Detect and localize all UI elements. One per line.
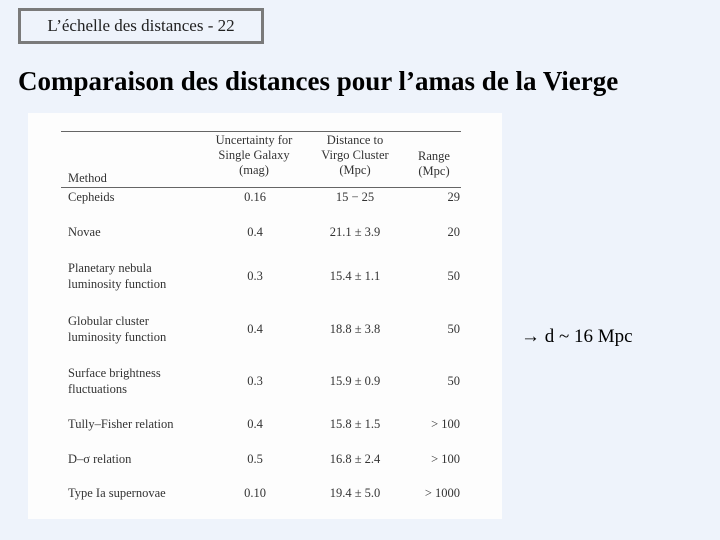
cell-range: > 100 [431, 417, 460, 431]
cell-method: Globular cluster luminosity function [68, 314, 167, 344]
header-range: Range (Mpc) [418, 149, 450, 178]
cell-method: Planetary nebula luminosity function [68, 261, 167, 291]
header-uncertainty: Uncertainty for Single Galaxy (mag) [215, 133, 293, 177]
cell-method: Type Ia supernovae [68, 486, 166, 500]
cell-range: 50 [447, 269, 460, 283]
cell-uncertainty: 0.3 [247, 374, 263, 388]
cell-range: > 100 [431, 452, 460, 466]
cell-range: 29 [447, 190, 460, 204]
cell-method: Surface brightness fluctuations [68, 366, 161, 396]
distance-table [28, 113, 502, 519]
cell-distance: 15 − 25 [335, 190, 375, 204]
cell-distance: 15.4 ± 1.1 [329, 269, 381, 283]
cell-method: D–σ relation [68, 452, 132, 466]
cell-method: Novae [68, 225, 101, 239]
slide-label: L’échelle des distances - 22 [47, 16, 235, 35]
cell-uncertainty: 0.4 [247, 417, 263, 431]
cell-method: Tully–Fisher relation [68, 417, 174, 431]
cell-uncertainty: 0.10 [244, 486, 266, 500]
cell-distance: 15.8 ± 1.5 [329, 417, 381, 431]
cell-distance: 15.9 ± 0.9 [329, 374, 381, 388]
table-header-rule [61, 187, 461, 188]
cell-uncertainty: 0.5 [247, 452, 263, 466]
cell-distance: 21.1 ± 3.9 [329, 225, 381, 239]
cell-range: > 1000 [424, 486, 460, 500]
cell-uncertainty: 0.4 [247, 322, 263, 336]
cell-distance: 19.4 ± 5.0 [329, 486, 381, 500]
cell-range: 50 [447, 322, 460, 336]
slide-label-box [18, 8, 264, 44]
cell-distance: 18.8 ± 3.8 [329, 322, 381, 336]
slide-title: Comparaison des distances pour l’amas de la Vierge [18, 66, 619, 96]
header-method: Method [68, 171, 107, 185]
cell-distance: 16.8 ± 2.4 [329, 452, 381, 466]
cell-uncertainty: 0.3 [247, 269, 263, 283]
cell-uncertainty: 0.16 [244, 190, 266, 204]
header-distance: Distance to Virgo Cluster (Mpc) [321, 133, 389, 177]
cell-range: 50 [447, 374, 460, 388]
table-top-rule [61, 131, 461, 132]
cell-range: 20 [447, 225, 460, 239]
cell-method: Cepheids [68, 190, 115, 204]
cell-uncertainty: 0.4 [247, 225, 263, 239]
distance-result: → d ~ 16 Mpc [521, 326, 633, 347]
